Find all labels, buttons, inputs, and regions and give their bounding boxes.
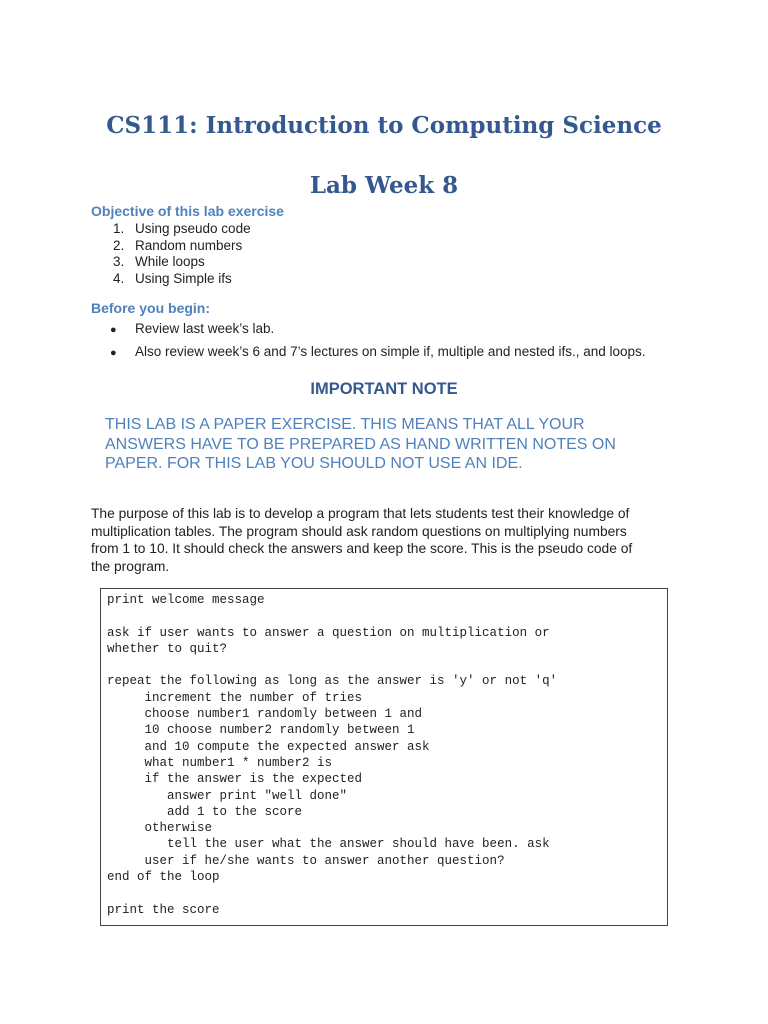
- before-list: [110, 321, 646, 361]
- bullet-icon: ●: [110, 347, 117, 359]
- document-title: CS111: Introduction to Computing Science: [106, 112, 662, 139]
- list-item: ● Also review week’s 6 and 7’s lectures on simple if, multiple and nested ifs., and loops.: [110, 344, 646, 359]
- bullet-icon: ●: [110, 324, 117, 336]
- pseudocode-box: [100, 588, 668, 926]
- purpose-paragraph: The purpose of this lab is to develop a program that lets students test their knowledge of multiplication tables. The program should ask random questions on multiplying numbers from 1 to 10. It should check the answers and keep the score. This is the pseudo code of the program.: [91, 506, 633, 574]
- pseudocode-text: print welcome message ask if user wants to answer a question on multiplication or whether to quit? repeat the following as long as the answer is 'y' or not 'q' increment the number of tries choose number1 randomly between 1 and 10 choose number2 randomly between 1 and 10 compute the expected answer ask what number1 * number2 is if the answer is the expected answer print "well done" add 1 to the score otherwise tell the user what the answer should have been. ask user if he/she wants to answer another question? end of the loop print the score: [107, 593, 558, 917]
- list-item: ● Review last week’s lab.: [110, 321, 275, 336]
- list-item: 4. Using Simple ifs: [113, 271, 232, 287]
- list-item: 2. Random numbers: [113, 237, 243, 253]
- list-item: 1. Using pseudo code: [113, 221, 251, 236]
- important-note-body: THIS LAB IS A PAPER EXERCISE. THIS MEANS THAT ALL YOUR ANSWERS HAVE TO BE PREPARED AS HAND WRITTEN NOTES ON PAPER. FOR THIS LAB YOU SHOULD NOT USE AN IDE.: [105, 416, 616, 472]
- lab-week-title: Lab Week 8: [309, 172, 459, 199]
- list-item: 3. While loops: [113, 254, 205, 270]
- before-heading: Before you begin:: [91, 300, 211, 316]
- objective-heading: Objective of this lab exercise: [91, 203, 284, 219]
- important-note-title: IMPORTANT NOTE: [310, 380, 458, 398]
- objectives-list: [113, 221, 251, 288]
